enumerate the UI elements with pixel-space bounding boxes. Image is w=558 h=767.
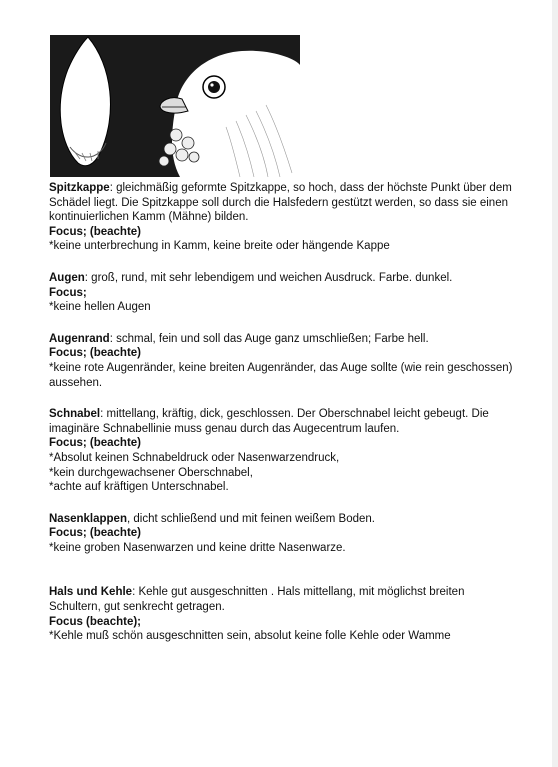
focus-note: *keine hellen Augen	[49, 301, 151, 314]
scan-edge	[552, 0, 558, 767]
focus-label: Focus;	[49, 286, 87, 299]
section-term: Augen	[49, 271, 85, 284]
focus-label: Focus; (beachte)	[49, 527, 142, 540]
focus-label: Focus; (beachte)	[49, 437, 142, 450]
section-text: : gleichmäßig geformte Spitzkappe, so hoch, dass der höchste Punkt über dem Schädel liegt. Die Spitzkappe soll durch die Halsfedern gestützt werden, so dass sie einen kontinuierlichen Kamm (Mähne) bilden.	[49, 182, 512, 224]
document-body	[49, 181, 519, 661]
section-term: Schnabel	[49, 408, 101, 421]
section-term: Hals und Kehle	[49, 586, 133, 599]
section-term: Nasenklappen	[49, 512, 127, 525]
section-description	[49, 181, 519, 225]
section-description	[49, 585, 519, 614]
focus-note: *kein durchgewachsener Oberschnabel,	[49, 466, 253, 479]
section-spitzkappe	[49, 181, 519, 254]
section-text: : Kehle gut ausgeschnitten . Hals mittellang, mit möglichst breiten Schultern, gut senkrecht getragen.	[49, 586, 465, 614]
focus-label: Focus; (beachte)	[49, 347, 142, 360]
focus-note: *achte auf kräftigen Unterschnabel.	[49, 481, 229, 494]
section-nasenklappen	[49, 512, 519, 556]
section-term: Spitzkappe	[49, 182, 110, 194]
section-text: : mittellang, kräftig, dick, geschlossen. Der Oberschnabel leicht gebeugt. Die imaginäre Schnabellinie muss genau durch das Augecentrum laufen.	[49, 408, 489, 435]
section-text: : schmal, fein und soll das Auge ganz umschließen; Farbe hell.	[109, 332, 429, 345]
focus-note: *keine rote Augenränder, keine breiten Augenränder, das Auge sollte (wie rein geschossen) aussehen.	[49, 361, 513, 389]
focus-note: *keine unterbrechung in Kamm, keine breite oder hängende Kappe	[49, 240, 390, 253]
section-text: , dicht schließend und mit feinen weißem Boden.	[126, 512, 376, 525]
focus-note: *Absolut keinen Schnabeldruck oder Nasenwarzendruck,	[49, 451, 340, 464]
focus-note: *keine groben Nasenwarzen und keine dritte Nasenwarze.	[49, 541, 346, 554]
section-description	[49, 332, 519, 347]
section-text: : groß, rund, mit sehr lebendigem und weichen Ausdruck. Farbe. dunkel.	[84, 271, 453, 284]
focus-note: *Kehle muß schön ausgeschnitten sein, absolut keine folle Kehle oder Wamme	[49, 630, 451, 643]
pigeon-head-illustration	[50, 35, 300, 177]
section-hals-und-kehle	[49, 585, 519, 643]
focus-label: Focus; (beachte)	[49, 225, 142, 238]
section-description	[49, 407, 519, 436]
focus-label: Focus (beachte);	[49, 615, 142, 628]
section-term: Augenrand	[49, 332, 110, 345]
section-description	[49, 512, 519, 527]
section-description	[49, 271, 519, 286]
section-augen	[49, 271, 519, 315]
section-schnabel	[49, 407, 519, 495]
section-augenrand	[49, 332, 519, 390]
